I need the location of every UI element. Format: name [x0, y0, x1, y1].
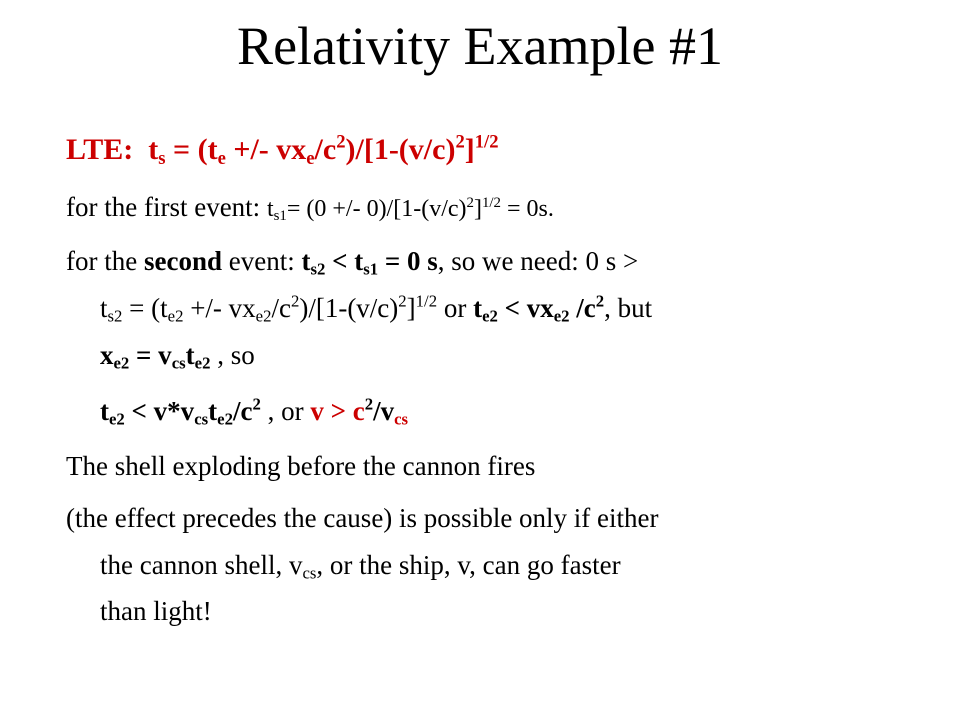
page-title: Relativity Example #1: [237, 16, 723, 76]
first-event-line: for the first event: $t_{s1}= (0$ +/- $0)/[1-(v/c)^2]^{1/2} = 0s$.: [66, 192, 554, 225]
second-event-line-3: $x_{e2} = v_{cs}t_{e2}$ , so: [100, 340, 255, 373]
lte-equation: LTE: $t_s = (t_e$ +/- $vx_e/c^2)/[1-(v/c)^2]^{1/2}$: [66, 131, 499, 170]
explanation-line-3: the cannon shell, $v_{cs}$, or the ship, v, can go faster: [100, 550, 621, 583]
explanation-line-4: than light!: [100, 596, 212, 626]
second-event-line-2: $t_{s2} = (t_{e2}$ +/- $vx_{e2}/c^2)/[1-(v/c)^2]^{1/2}$ or $t_{e2} < vx_{e2}$ $/c^2$, but: [100, 291, 653, 326]
inequality-line: $t_{e2} < v*v_{cs}t_{e2}/c^2$ , or $v > c^2/v_{cs}$: [100, 394, 409, 429]
explanation-line-1: The shell exploding before the cannon fires: [66, 451, 536, 481]
explanation-line-2: (the effect precedes the cause) is possible only if either: [66, 503, 659, 533]
second-event-line-1: for the second event: $t_{s2} < t_{s1} = 0$ s, so we need: 0 s >: [66, 246, 639, 279]
